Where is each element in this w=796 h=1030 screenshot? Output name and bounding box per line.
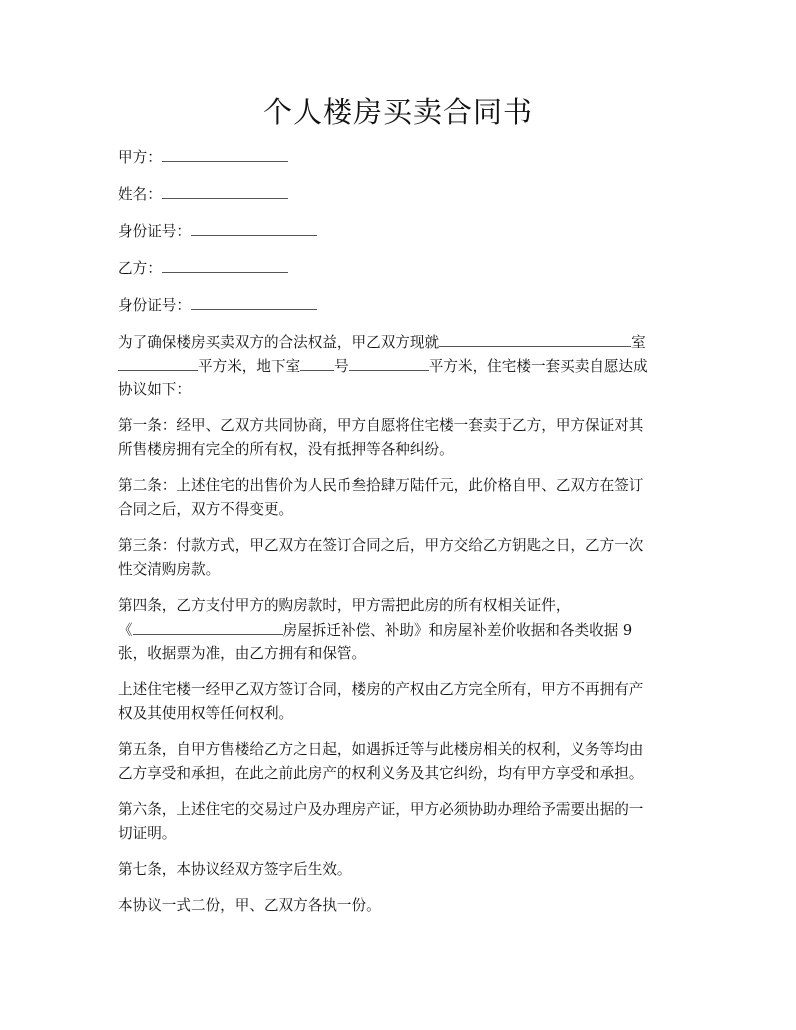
text-segment: 为了确保楼房买卖双方的合法权益，甲乙双方现就 (118, 334, 440, 351)
blank-line (162, 256, 288, 273)
text-segment: 房屋拆迁补偿、补助》和房屋补差价收据和各类收据 9 (282, 622, 633, 639)
field-label: 甲方： (118, 149, 162, 166)
article-4 (118, 594, 686, 666)
text-line: 切证明。 (118, 825, 177, 842)
blank-line (191, 219, 317, 236)
name-field (118, 182, 686, 206)
text-line: 第五条，自甲方售楼给乙方之日起，如遇拆迁等与此楼房相关的权利，义务等均由 (118, 741, 644, 758)
text-segment: 平方米，地下室 (198, 358, 301, 375)
text-line: 权及其使用权等任何权利。 (118, 705, 294, 722)
blank-line (439, 330, 631, 347)
blank-line (349, 354, 429, 371)
text-segment: 《 (118, 622, 133, 639)
article-2 (118, 474, 686, 522)
text-line: 本协议一式二份，甲、乙双方各执一份。 (118, 897, 381, 914)
article-5 (118, 738, 686, 786)
party-a-id-field (118, 219, 686, 243)
text-line: 合同之后，双方不得变更。 (118, 501, 294, 518)
text-line: 第一条：经甲、乙双方共同协商，甲方自愿将住宅楼一套卖于乙方，甲方保证对其 (118, 417, 644, 434)
text-line: 张，收据票为准，由乙方拥有和保管。 (118, 645, 367, 662)
final-paragraph (118, 894, 686, 918)
text-line: 性交清购房款。 (118, 561, 221, 578)
text-segment: 号 (334, 358, 349, 375)
text-line: 第七条，本协议经双方签字后生效。 (118, 861, 352, 878)
party-b-id-field (118, 293, 686, 317)
text-line: 第三条：付款方式，甲乙双方在签订合同之后，甲方交给乙方钥匙之日，乙方一次 (118, 537, 644, 554)
text-line (118, 618, 686, 642)
field-label: 乙方： (118, 260, 162, 277)
text-line: 乙方享受和承担，在此之前此房产的权利义务及其它纠纷，均有甲方享受和承担。 (118, 765, 644, 782)
text-segment: 室 (631, 334, 646, 351)
party-a-field (118, 145, 686, 169)
blank-line (300, 354, 334, 371)
text-line: 上述住宅楼一经甲乙双方签订合同，楼房的产权由乙方完全所有，甲方不再拥有产 (118, 681, 644, 698)
document-title: 个人楼房买卖合同书 (262, 95, 533, 129)
article-1 (118, 414, 686, 462)
blank-line (133, 618, 283, 635)
blank-line (191, 293, 317, 310)
text-line: 所售楼房拥有完全的所有权，没有抵押等各种纠纷。 (118, 441, 454, 458)
field-label: 身份证号： (118, 297, 191, 314)
field-label: 姓名： (118, 186, 162, 203)
text-line: 第二条：上述住宅的出售价为人民币叁拾肆万陆仟元，此价格自甲、乙双方在签订 (118, 477, 644, 494)
article-3 (118, 534, 686, 582)
field-label: 身份证号： (118, 223, 191, 240)
text-segment: 平方米，住宅楼一套买卖自愿达成 (428, 358, 648, 375)
blank-line (162, 182, 288, 199)
intro-paragraph (118, 330, 686, 402)
transfer-paragraph (118, 678, 686, 726)
text-line: 第六条，上述住宅的交易过户及办理房产证，甲方必须协助办理给予需要出据的一 (118, 801, 644, 818)
blank-line (118, 354, 198, 371)
text-line (118, 330, 686, 354)
article-6 (118, 798, 686, 846)
party-b-field (118, 256, 686, 280)
blank-line (162, 145, 288, 162)
text-line (118, 354, 686, 378)
text-line: 协议如下： (118, 381, 191, 398)
document-body (118, 145, 686, 930)
text-line: 第四条，乙方支付甲方的购房款时，甲方需把此房的所有权相关证件， (118, 597, 571, 614)
article-7 (118, 858, 686, 882)
